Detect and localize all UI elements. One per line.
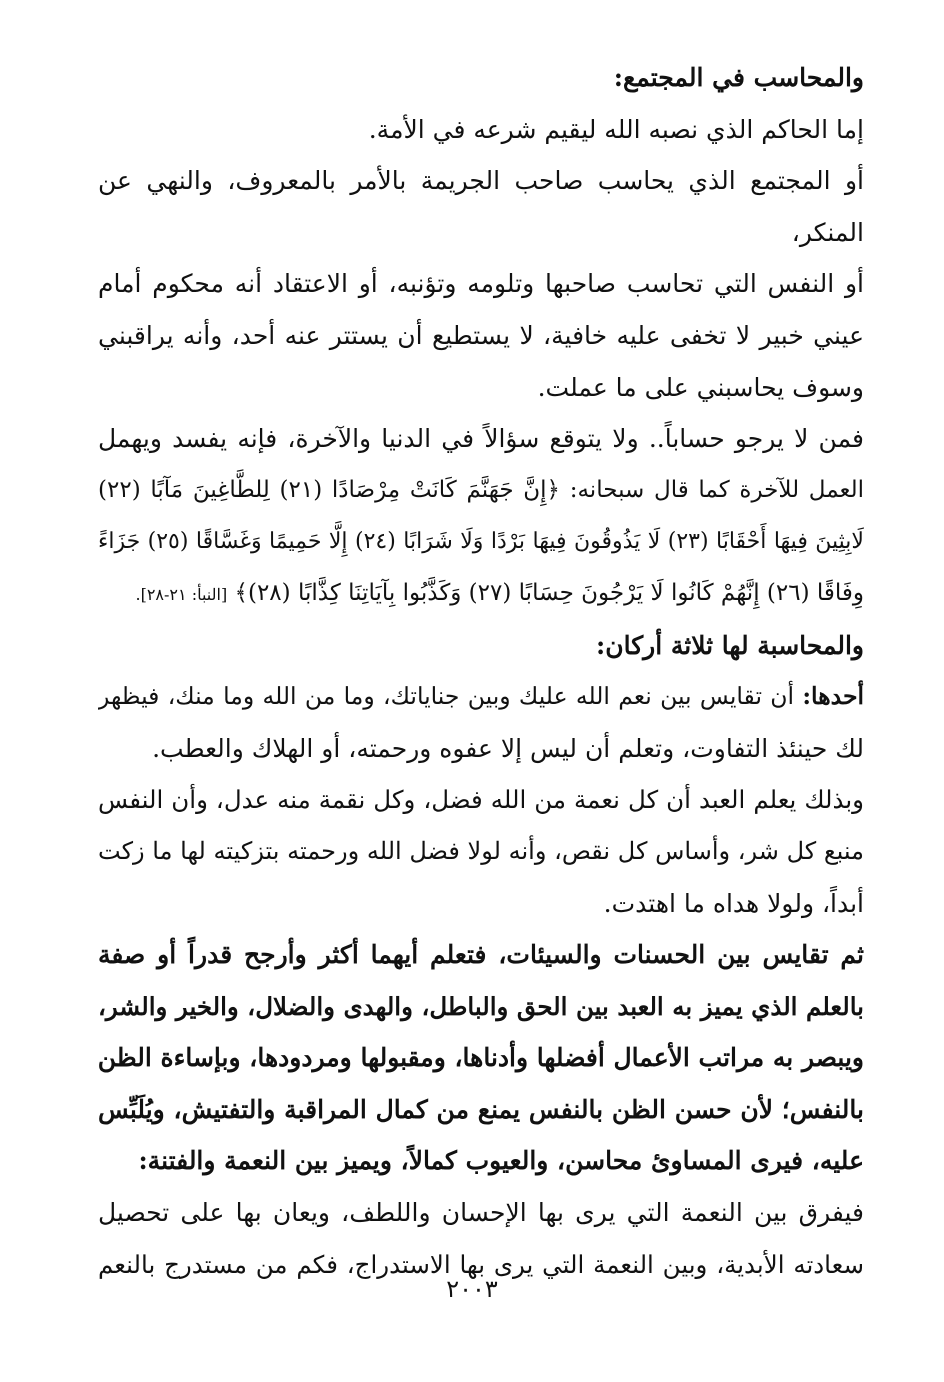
text-line: ويبصر به مراتب الأعمال أفضلها وأدناها، ومقبولها ومردودها، وبإساءة الظن	[98, 1043, 864, 1073]
quran-reference: [النبأ: ٢١-٢٨].	[135, 584, 228, 604]
text-line: سعادته الأبدية، وبين النعمة التي يرى بها الاستدراج، فكم من مستدرج بالنعم	[98, 1249, 864, 1279]
text-line: عيني خبير لا تخفى عليه خافية، لا يستطيع أن يستتر عنه أحد، وأنه يراقبني	[98, 320, 864, 350]
text-line: ثم تقايس بين الحسنات والسيئات، فتعلم أيهما أكثر وأرجح قدراً أو صفة	[98, 940, 864, 970]
text-line: بالعلم الذي يميز به العبد بين الحق والباطل، والهدى والضلال، والخير والشر،	[98, 991, 864, 1021]
page-number: ٢٠٠٣	[446, 1275, 498, 1303]
text-line: لك حينئذ التفاوت، وتعلم أن ليس إلا عفوه ورحمته، أو الهلاك والعطب.	[152, 733, 864, 763]
quran-line: العمل للآخرة كما قال سبحانه: ﴿إِنَّ جَهَنَّمَ كَانَتْ مِرْصَادًا (٢١) لِلطَّاغِينَ مَآبًا (٢٢)	[98, 476, 864, 503]
lead-text: أن تقايس بين نعم الله عليك وبين جناياتك، وما من الله وما منك، فيظهر	[98, 682, 803, 711]
quran-verse: وِفَاقًا (٢٦) إِنَّهُمْ كَانُوا لَا يَرْجُونَ حِسَابًا (٢٧) وَكَذَّبُوا بِآيَاتِنَا كِذَّابًا (٢٨)﴾	[234, 579, 864, 606]
lead-word: أحدها:	[802, 682, 864, 711]
text-line: أو النفس التي تحاسب صاحبها وتلومه وتؤنبه، أو الاعتقاد أنه محكوم أمام	[98, 269, 864, 299]
text-line: فيفرق بين النعمة التي يرى بها الإحسان واللطف، ويعان بها على تحصيل	[98, 1198, 864, 1228]
text-line: والمحاسب في المجتمع:	[613, 63, 864, 92]
text-line: فمن لا يرجو حساباً.. ولا يتوقع سؤالاً في الدنيا والآخرة، فإنه يفسد ويهمل	[98, 424, 864, 454]
text-line: المنكر،	[791, 217, 864, 247]
text-line	[98, 671, 864, 723]
section-heading: والمحاسبة لها ثلاثة أركان:	[596, 630, 864, 660]
text-line: عليه، فيرى المساوئ محاسن، والعيوب كمالاً، ويميز بين النعمة والفتنة:	[138, 1146, 864, 1176]
quran-line: لَابِثِينَ فِيهَا أَحْقَابًا (٢٣) لَا يَذُوقُونَ فِيهَا بَرْدًا وَلَا شَرَابًا (٢٤) إِلَّا حَمِيمًا وَغَسَّاقًا (٢٥) جَزَاءً	[98, 529, 864, 555]
text-line: وسوف يحاسبني على ما عملت.	[537, 372, 864, 402]
text-line: إما الحاكم الذي نصبه الله ليقيم شرعه في الأمة.	[368, 114, 864, 144]
text-line: وبذلك يعلم العبد أن كل نعمة من الله فضل، وكل نقمة منه عدل، وأن النفس	[98, 785, 864, 815]
text-line: منبع كل شر، وأساس كل نقص، وأنه لولا فضل الله ورحمته بتزكيته لها ما زكت	[98, 836, 864, 865]
text-line: بالنفس؛ لأن حسن الظن بالنفس يمنع من كمال المراقبة والتفتيش، ويُلَبِّس	[98, 1094, 864, 1124]
document-page	[98, 52, 864, 1290]
quran-line	[98, 568, 864, 620]
text-line: أو المجتمع الذي يحاسب صاحب الجريمة بالأمر بالمعروف، والنهي عن	[98, 166, 864, 196]
text-line: أبداً، ولولا هداه ما اهتدت.	[603, 888, 864, 918]
